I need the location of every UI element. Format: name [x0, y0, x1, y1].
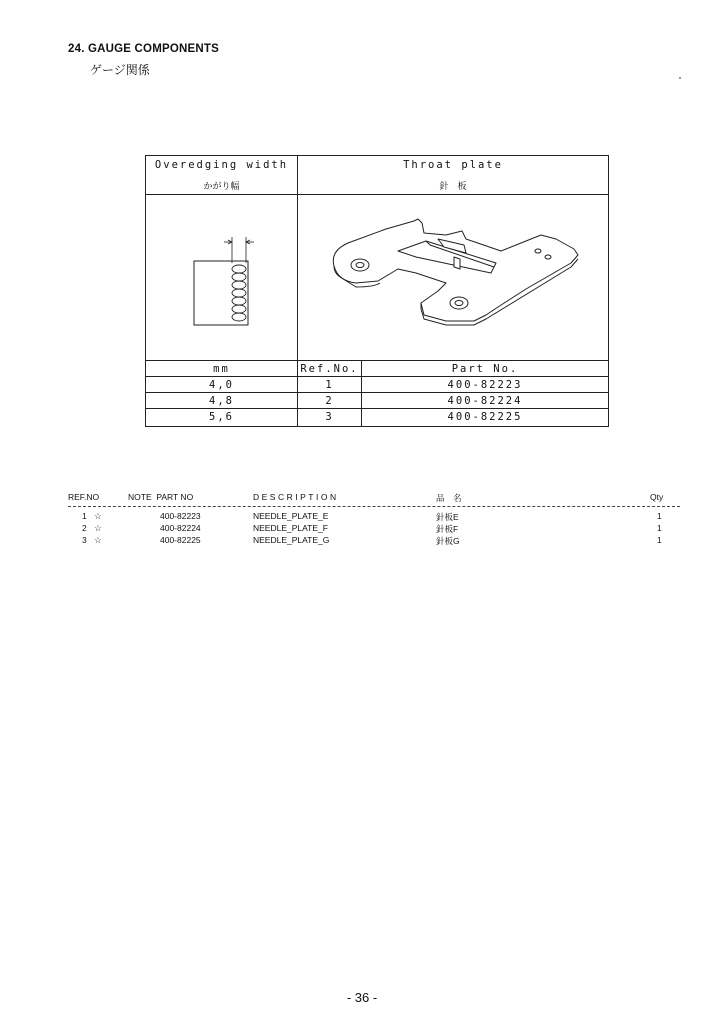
page-number: - 36 -	[346, 990, 378, 1005]
parts-row-partno: 400-82223	[160, 511, 201, 521]
row-line-images	[146, 360, 608, 361]
parts-row-qty: 1	[657, 511, 662, 521]
row-2-mm: 4,8	[209, 395, 234, 407]
image-divider	[297, 195, 298, 361]
overedging-width-header-jp: かがり幅	[203, 181, 240, 191]
parts-header-divider	[68, 506, 680, 507]
row-2-part: 400-82224	[447, 395, 523, 407]
row-line-2	[146, 408, 608, 409]
row-line-colheads	[146, 376, 608, 377]
row-3-part: 400-82225	[447, 411, 523, 423]
row-2-ref: 2	[325, 395, 334, 407]
parts-row-ref: 1	[82, 511, 87, 521]
parts-header-note-partno: NOTE PART NO	[128, 492, 194, 502]
parts-row-description: NEEDLE_PLATE_E	[253, 511, 329, 521]
row-1-part: 400-82223	[447, 379, 523, 391]
overedging-width-header: Overedging width	[154, 159, 289, 171]
parts-header-qty: Qty	[650, 492, 664, 502]
col-header-mm: mm	[213, 363, 230, 375]
throat-plate-header-jp: 針 板	[439, 181, 467, 191]
row-1-mm: 4,0	[209, 379, 234, 391]
throat-plate-diagram	[326, 211, 586, 341]
parts-row-partno: 400-82225	[160, 535, 201, 545]
parts-row-note: ☆	[94, 523, 102, 533]
parts-row-name-jp: 針板F	[436, 524, 459, 534]
parts-row-ref: 2	[82, 523, 87, 533]
parts-row-name-jp: 針板G	[436, 536, 460, 546]
parts-header-name-jp: 品 名	[436, 493, 462, 503]
col-header-refno: Ref.No.	[300, 363, 359, 375]
parts-header-refno: REF.NO	[68, 492, 100, 502]
row-3-ref: 3	[325, 411, 334, 423]
parts-row-ref: 3	[82, 535, 87, 545]
parts-header-description: DESCRIPTION	[253, 492, 339, 502]
parts-row-note: ☆	[94, 511, 102, 521]
parts-row-qty: 1	[657, 535, 662, 545]
stray-dot	[679, 77, 681, 79]
parts-row-name-jp: 針板E	[436, 512, 459, 522]
parts-row-partno: 400-82224	[160, 523, 201, 533]
row-line-header	[146, 194, 608, 195]
row-1-ref: 1	[325, 379, 334, 391]
throat-plate-header: Throat plate	[403, 159, 503, 171]
row-3-mm: 5,6	[209, 411, 234, 423]
parts-row-note: ☆	[94, 535, 102, 545]
parts-row-description: NEEDLE_PLATE_F	[253, 523, 328, 533]
page-subtitle-jp: ゲージ関係	[90, 63, 150, 77]
gauge-table	[145, 155, 609, 427]
row-line-1	[146, 392, 608, 393]
parts-row-qty: 1	[657, 523, 662, 533]
parts-row-description: NEEDLE_PLATE_G	[253, 535, 330, 545]
col-header-partno: Part No.	[451, 363, 519, 375]
overedging-stitch-diagram	[186, 231, 261, 331]
page-title: 24. GAUGE COMPONENTS	[68, 43, 219, 55]
